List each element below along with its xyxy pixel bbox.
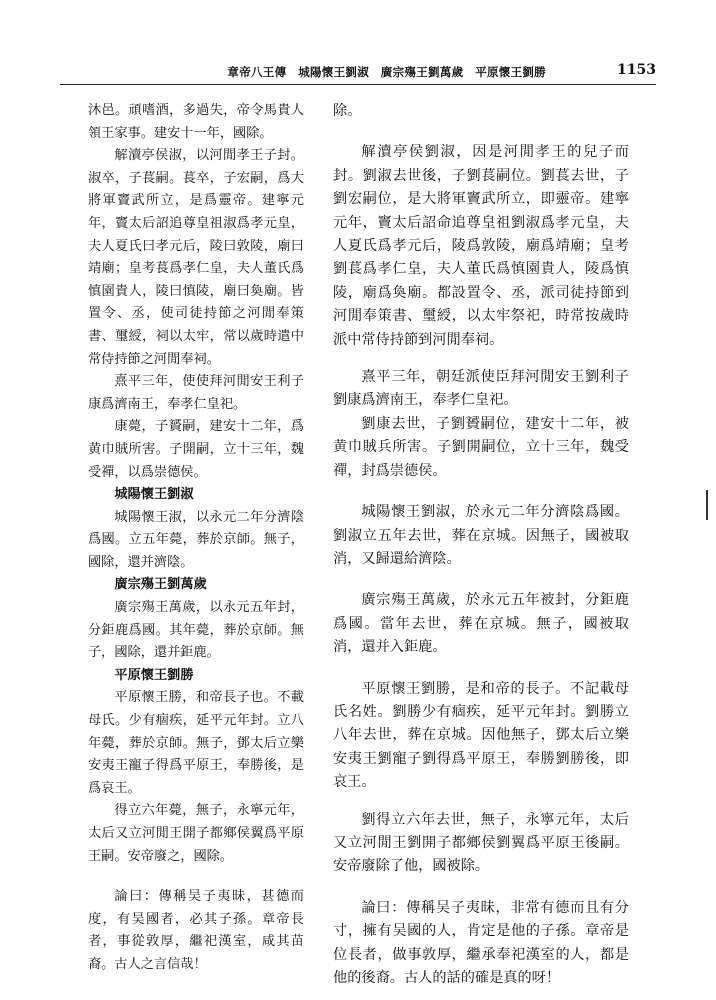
text-paragraph: 廣宗殤王萬歲，以永元五年封，分鉅鹿爲國。其年薨，葬於京師。無子，國除，還并鉅鹿。 [88, 600, 304, 661]
text-paragraph: 城陽懷王劉淑，於永元二年分濟陰爲國。劉淑立五年去世，葬在京城。因無子，國被取消，又歸還給濟陰。 [333, 504, 629, 567]
translation-column [333, 100, 629, 990]
text-paragraph: 平原懷王劉勝，是和帝的長子。不記載母氏名姓。劉勝少有痼疾，延平元年封。劉勝立八年去世，葬在京城。因他無子，鄧太后立樂安夷王劉寵子劉得爲平原王，奉勝劉勝後，即哀王。 [333, 680, 629, 791]
page-header [60, 62, 656, 85]
text-paragraph: 劉康去世，子劉贇嗣位，建安十二年，被黄巾賊兵所害。子劉開嗣位，立十三年，魏受禪，封爲崇德侯。 [333, 415, 629, 479]
text-paragraph: 劉得立六年去世，無子，永寧元年，太后又立河閒王劉開子都鄉侯劉翼爲平原王後嗣。安帝廢除了他，國被除。 [333, 811, 629, 875]
section-heading: 廣宗殤王劉萬歲 [114, 577, 207, 593]
text-paragraph: 康薨，子贇嗣，建安十二年，爲黄巾賊所害。子開嗣，立十三年，魏受禪，以爲崇德侯。 [88, 419, 304, 480]
page-number: 1153 [617, 62, 656, 78]
text-paragraph: 熹平三年，使使拜河閒安王利子康爲濟南王，奉孝仁皇祀。 [88, 374, 304, 412]
text-paragraph: 得立六年薨，無子，永寧元年，太后又立河閒王開子都鄉侯翼爲平原王嗣。安帝廢之，國除。 [88, 803, 304, 864]
section-heading: 平原懷王劉勝 [114, 667, 194, 683]
running-title: 章帝八王傳 城陽懷王劉淑 廣宗殤王劉萬歲 平原懷王劉勝 [227, 65, 546, 79]
text-paragraph: 解瀆亭侯劉淑，因是河閒孝王的兒子而封。劉淑去世後，子劉萇嗣位。劉萇去世，子劉宏嗣位，是大將軍竇武所立，即靈帝。建寧元年，竇太后詔命追尊皇祖劉淑爲孝元皇，夫人夏氏爲孝元后，陵爲敦陵，廟爲靖廟；皇考劉萇爲孝仁皇，夫人董氏爲慎園貴人，陵爲慎陵，廟爲奐廟。都設置令、丞，派司徒持節到河閒奉策書、璽綬，以太牢祭祀，時常按歲時派中常侍持節到河閒奉祠。 [333, 144, 629, 348]
text-paragraph: 沐邑。頑嗜酒，多過失，帝令馬貴人領王家事。建安十一年，國除。 [88, 103, 304, 141]
text-paragraph: 平原懷王勝，和帝長子也。不載母氏。少有痼疾，延平元年封。立八年薨，葬於京師。無子，鄧太后立樂安夷王寵子得爲平原王，奉勝後，是爲哀王。 [88, 690, 304, 796]
text-paragraph: 城陽懷王淑，以永元二年分濟陰爲國。立五年薨，葬於京師。無子，國除，還并濟陰。 [88, 509, 304, 570]
scan-edge-mark [706, 490, 708, 520]
section-heading: 城陽懷王劉淑 [114, 487, 194, 503]
commentary-paragraph: 論曰：傳稱吴子夷昧，非常有德而且有分寸，擁有吴國的人，肯定是他的子孫。章帝是位長者，做事敦厚，繼承奉祀漢室的人，都是他的後裔。古人的話的確是真的呀！ [333, 899, 629, 986]
classical-text-column [88, 100, 304, 977]
text-paragraph: 解瀆亭侯淑，以河閒孝王子封。淑卒，子萇嗣。萇卒，子宏嗣，爲大將軍竇武所立，是爲靈帝。建寧元年，竇太后詔追尊皇祖淑爲孝元皇，夫人夏氏曰孝元后，陵曰敦陵，廟曰靖廟；皇考萇爲孝仁皇，夫人董氏爲慎園貴人，陵曰慎陵，廟曰奐廟。皆置令、丞，使司徒持節之河閒奉策書、璽綬，祠以太牢，常以歲時遣中常侍持節之河閒奉祠。 [88, 148, 304, 367]
text-paragraph: 廣宗殤王萬歲，於永元五年被封，分鉅鹿爲國。當年去世，葬在京城。無子，國被取消，還并入鉅鹿。 [333, 592, 629, 656]
text-paragraph: 熹平三年，朝廷派使臣拜河閒安王劉利子劉康爲濟南王，奉孝仁皇祀。 [333, 369, 629, 409]
text-paragraph: 除。 [333, 103, 362, 119]
commentary-paragraph: 論曰：傳稱吴子夷昧，甚德而度，有吴國者，必其子孫。章帝長者，事從敦厚，繼祀漢室，咸其苗裔。古人之言信哉！ [88, 889, 304, 972]
